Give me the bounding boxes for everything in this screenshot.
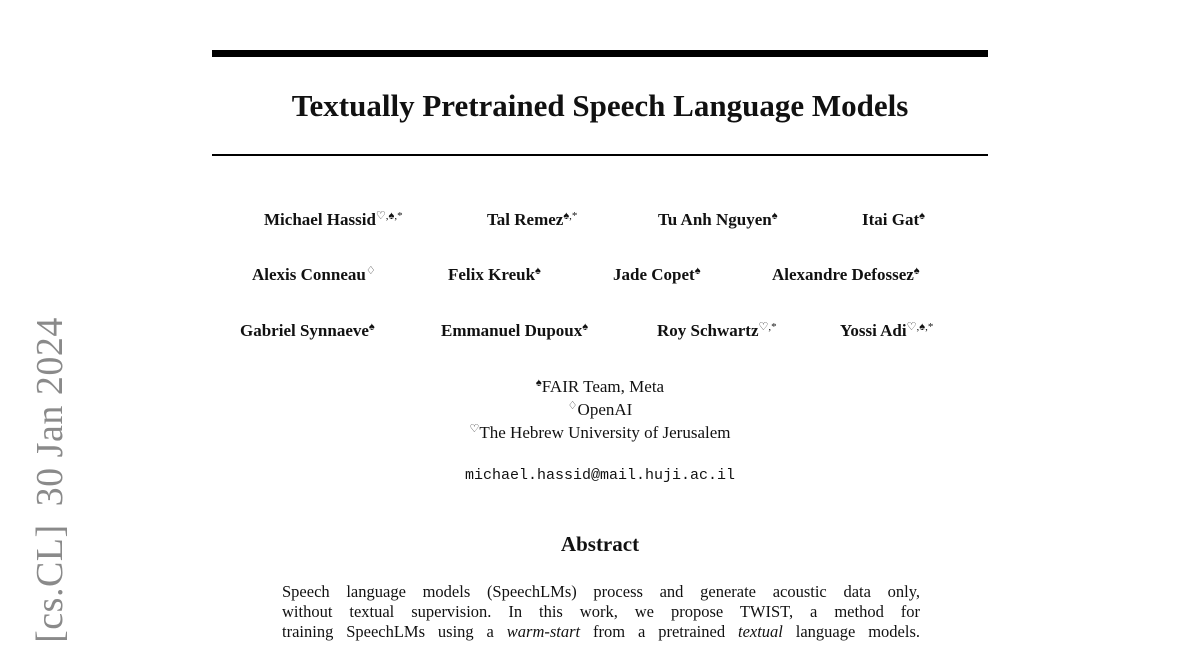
author: Alexandre Defossez♠ <box>772 265 920 284</box>
abstract-line: training SpeechLMs using a warm-start from a pretrained textual language models. <box>282 622 921 641</box>
author-row-3 <box>212 319 988 343</box>
arxiv-side-stamp <box>28 317 72 643</box>
author: Michael Hassid♡,♠,* <box>264 210 403 229</box>
author: Gabriel Synnaeve♠ <box>240 321 375 340</box>
title-bottom-rule <box>212 154 988 156</box>
arxiv-date: 30 Jan 2024 <box>29 317 71 507</box>
author: Tu Anh Nguyen♠ <box>658 210 778 229</box>
author: Alexis Conneau♢ <box>252 265 376 284</box>
contact-email: michael.hassid@mail.huji.ac.il <box>464 467 736 484</box>
author: Roy Schwartz♡,* <box>657 321 777 340</box>
affiliation-openai: ♢OpenAI <box>567 400 633 419</box>
author: Yossi Adi♡,♠,* <box>840 321 934 340</box>
abstract-line: Speech language models (SpeechLMs) process and generate acoustic data only, <box>282 582 920 601</box>
paper-title: Textually Pretrained Speech Language Models <box>291 88 909 123</box>
title-top-rule <box>212 50 988 57</box>
emphasis: warm-start <box>506 622 581 641</box>
abstract-heading: Abstract <box>560 532 640 556</box>
author: Itai Gat♠ <box>862 210 925 229</box>
arxiv-category: [cs.CL] <box>29 524 71 643</box>
author-row-2 <box>212 263 988 287</box>
affiliation-huji: ♡The Hebrew University of Jerusalem <box>469 423 731 442</box>
author: Tal Remez♠,* <box>487 210 578 229</box>
abstract-line: without textual supervision. In this work, we propose TWIST, a method for <box>282 602 920 621</box>
affiliation-meta: ♠FAIR Team, Meta <box>535 377 665 396</box>
author: Emmanuel Dupoux♠ <box>441 321 589 340</box>
author: Felix Kreuk♠ <box>448 265 541 284</box>
author-row-1 <box>212 208 988 232</box>
author: Jade Copet♠ <box>613 265 701 284</box>
emphasis: textual <box>737 622 783 641</box>
